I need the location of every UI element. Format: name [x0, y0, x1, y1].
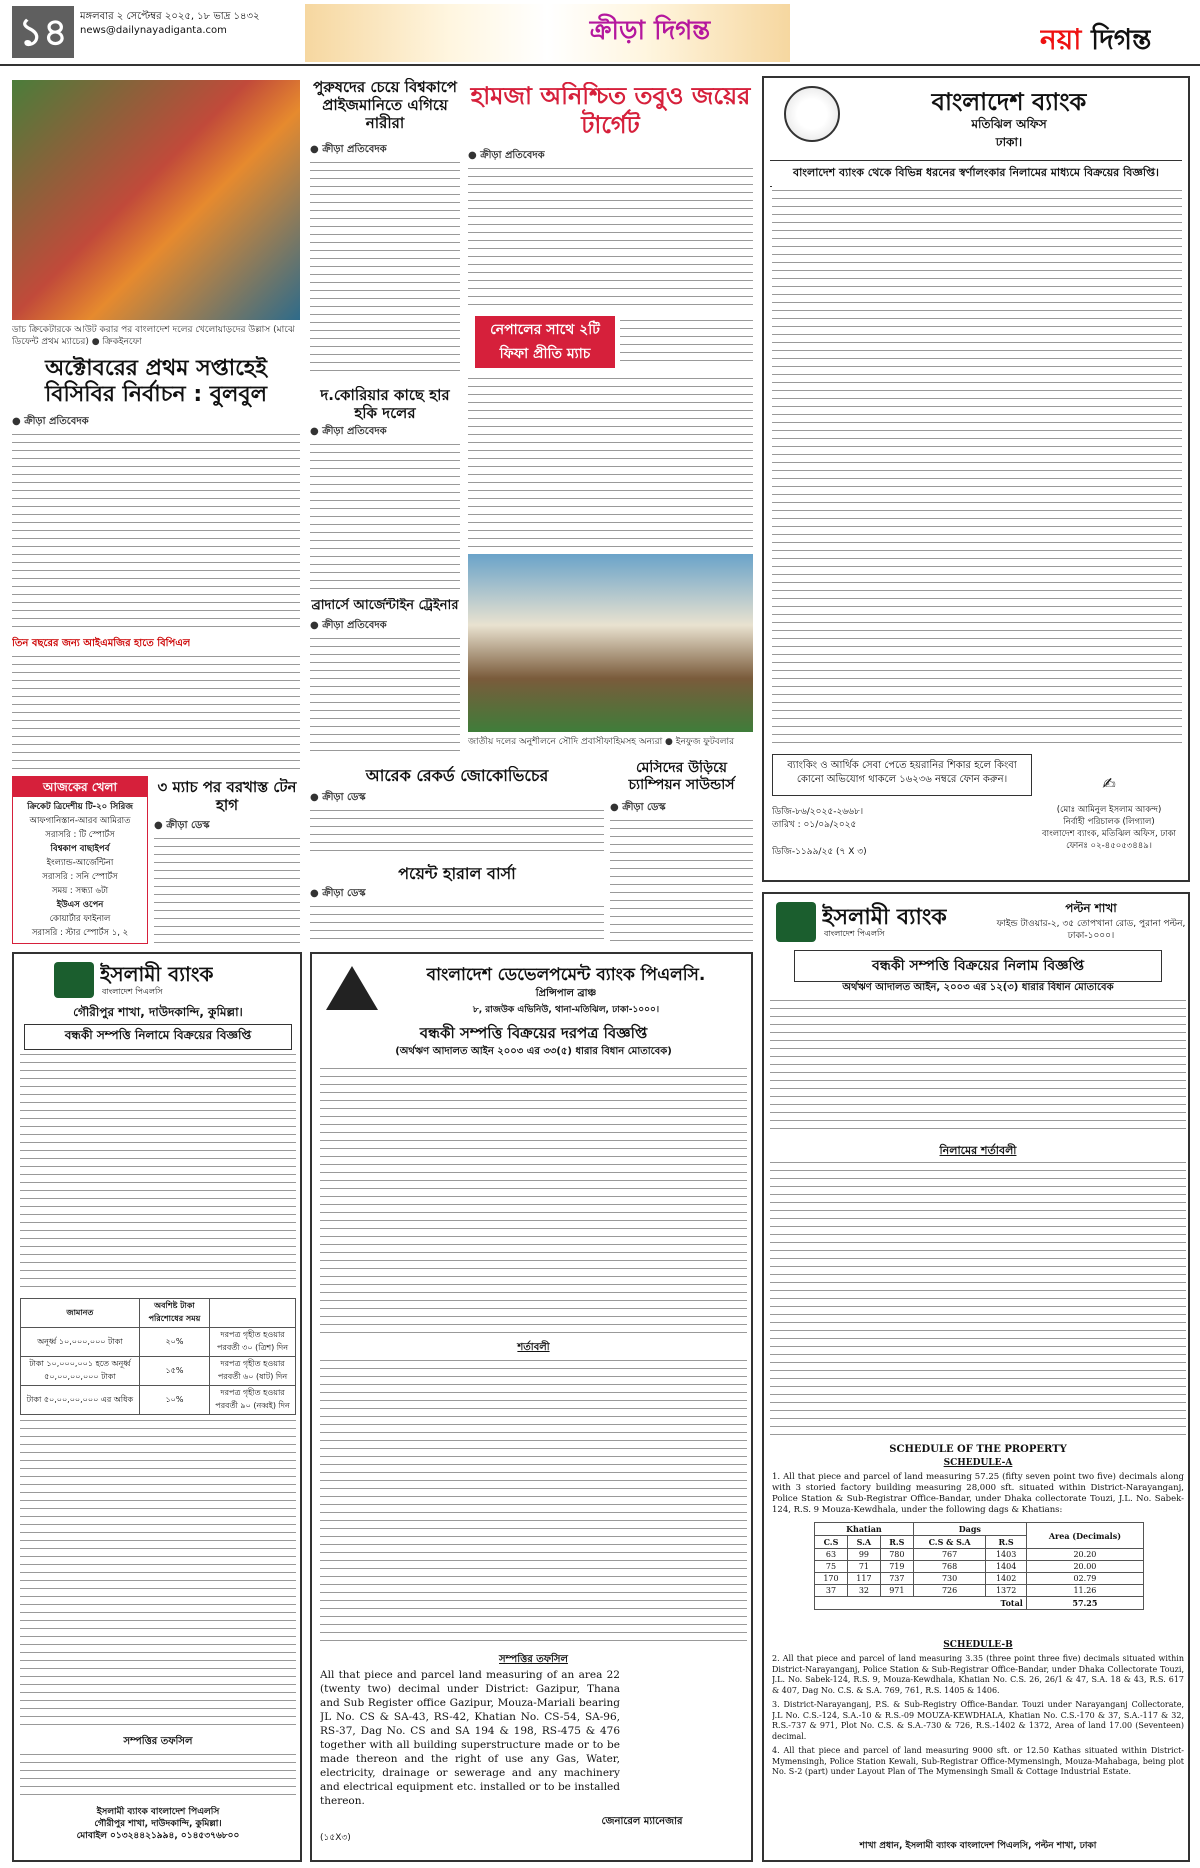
ib-left-schedule: সম্পত্তির তফসিল: [123, 1736, 193, 1747]
today-title: আজকের খেলা: [13, 777, 147, 797]
kt-cell: 99: [847, 1549, 880, 1561]
bdbl-notice: বন্ধকী সম্পত্তি বিক্রয়ের দরপত্র বিজ্ঞপ্তি: [419, 1024, 648, 1042]
bb-seal-icon: [784, 86, 840, 142]
ib-right-a1: 1. All that piece and parcel of land measuring 57.25 (fifty seven point two five) decimals along with 3 storied factory building measuring 28,000 sft. situated within District-Narayanganj, Police Station & Sub-Registrar Office-Bandar, under Dhaka collectorate Touzi, J.L. No. Sabek-124, R.S. 9 Mouza-Kewdhala, under the following dags & Khatians:: [772, 1472, 1184, 1515]
kt-th: C.S: [815, 1536, 848, 1549]
bdbl-logo-icon: [326, 966, 378, 1010]
ib-right-sched: SCHEDULE OF THE PROPERTY: [889, 1444, 1067, 1455]
bb-ref: [772, 806, 867, 859]
bb-sign-name: (মোঃ আমিনুল ইসলাম আকন্দ): [1056, 805, 1162, 815]
kt-cell: 37: [815, 1585, 848, 1597]
ib-right-b1: 2. All that piece and parcel of land measuring 3.35 (three point three five) decimals situated within District-Narayanganj, Police Station & Sub-Registrar Office-Bandar, under Dhaka Collectorate Touzi, J.L. No. Sabek-124, R.S. 9, Mouza-Kewdhala, Khatian No. C.S. 26, 26/1 & 47, S.A. 18 & 43, R.S. 617 & 407, Dag No. C.S. & S.A. 769, 761, R.S. 1405 & 1406.: [772, 1654, 1184, 1695]
kt-cell: 170: [815, 1573, 848, 1585]
bb-city: ঢাকা।: [995, 135, 1023, 149]
barca-body: [310, 902, 604, 944]
bb-sign-desig: নির্বাহী পরিচালক (লিগ্যাল): [1063, 817, 1155, 827]
ib-left-branch-2: গৌরীপুর শাখা, দাউদকান্দি, কুমিল্লা।: [94, 1819, 222, 1829]
today-item: বিশ্বকাপ বাছাইপর্ব: [50, 844, 110, 854]
bb-title: বাংলাদেশ ব্যাংক: [931, 88, 1087, 116]
ib-left-notice: বন্ধকী সম্পত্তি নিলামে বিক্রয়ের বিজ্ঞপ্তি: [24, 1024, 292, 1050]
ib-left-title: ইসলামী ব্যাংক: [100, 962, 214, 986]
kt-head: Area (Decimals): [1026, 1523, 1143, 1549]
kt-cell: 730: [913, 1573, 986, 1585]
hamza-headline: হামজা অনিশ্চিত তবুও জয়ের টার্গেট: [470, 82, 751, 139]
kt-head: Khatian: [815, 1523, 914, 1536]
ib-right-logo-icon: [776, 902, 816, 942]
auction-cell: দরপত্র গৃহীত হওয়ার পরবর্তী ৩০ (ত্রিশ) দিন: [210, 1328, 296, 1357]
kt-cell: 719: [880, 1561, 913, 1573]
ib-right-ad: [762, 892, 1190, 1862]
kt-cell: 1403: [986, 1549, 1026, 1561]
auction-cell: টাকা ১০,০০০,০০১ হতে অনূর্ধ্ব ৫০,০০,০০,০০০ টাকা: [21, 1357, 140, 1386]
auction-cell: ১৫%: [139, 1357, 209, 1386]
nepal-box: নেপালের সাথে ২টি ফিফা প্রীতি ম্যাচ: [475, 316, 615, 368]
bb-ad: [762, 76, 1190, 882]
barca-byline: ● ক্রীড়া ডেস্ক: [310, 888, 366, 899]
bdbl-branch: প্রিন্সিপাল ব্রাঞ্চ: [535, 988, 597, 999]
auction-th: অবশিষ্ট টাকা পরিশোধের সময়: [139, 1299, 209, 1328]
bb-sign-office: বাংলাদেশ ব্যাংক, মতিঝিল অফিস, ঢাকা: [1041, 829, 1177, 839]
prize-byline: ● ক্রীড়া প্রতিবেদক: [310, 144, 387, 155]
ib-right-body: [770, 996, 1186, 1136]
bdbl-ad: [310, 952, 753, 1862]
messi-body: [610, 816, 753, 944]
hockey-byline: ● ক্রীড়া প্রতিবেদক: [310, 426, 387, 437]
cricket-photo: [12, 80, 300, 320]
ib-right-terms: নিলামের শর্তাবলী: [939, 1144, 1017, 1157]
ib-right-addr: ফাইন্ড টাওয়ার-২, ৩৫ তোপখানা রোড, পুরানা পল্টন, ঢাকা-১০০০।: [996, 919, 1186, 941]
ib-right-b3: 4. All that piece and parcel of land measuring 9000 sft. or 12.50 Kathas situated within District-Mymensingh, Police Station Kewali, Sub-Registrar Office-Mymensingh, Mouza-Mahabaga, being plot No. S-2 (part) under Layout Plan of The Mymensingh Small & Cottage Industrial Estate.: [772, 1746, 1184, 1776]
bdbl-english: All that piece and parcel land measuring of an area 22 (twenty two) decimal under District: Gazipur, Thana and Sub Register office Gazipur, Mouza-Mariali bearing JL No. CS & SA-43, RS-42, Khatian No. CS-54, SA-96, RS-37, Dag No. CS and SA 194 & 198, RS-475 & 476 together with all building superstructure made or to be made thereon and the right of use any Gas, Water, electricity, drainage or sewerage and any machinery and electrical equipment etc. installed or to be installed thereon.: [320, 1669, 620, 1807]
kt-th: S.A: [847, 1536, 880, 1549]
today-item: কোয়ার্টার ফাইনাল: [49, 914, 111, 924]
bb-date: তারিখ : ০১/০৯/২০২৫: [772, 820, 857, 830]
today-item: আফগানিস্তান-আরব আমিরাত: [29, 816, 131, 826]
auction-cell: টাকা ৫০,০০,০০,০০০ এর অধিক: [21, 1386, 140, 1415]
bb-signature: [1034, 778, 1184, 852]
bb-ref-no: ডিজি-৮৬/২০২৫-২৬৬৮।: [772, 807, 864, 817]
hamza-byline: ● ক্রীড়া প্রতিবেদক: [468, 150, 545, 161]
date-text: মঙ্গলবার ২ সেপ্টেম্বর ২০২৫, ১৮ ভাদ্র ১৪৩২: [80, 11, 260, 22]
bb-sub: মতিঝিল অফিস: [971, 117, 1047, 131]
bb-body: [772, 186, 1182, 746]
messi-headline: মেসিদের উড়িয়ে চ্যাম্পিয়ন সাউন্ডার্স: [628, 760, 735, 793]
bdbl-title: বাংলাদেশ ডেভেলপমেন্ট ব্যাংক পিএলসি.: [426, 965, 706, 985]
kt-cell: 63: [815, 1549, 848, 1561]
kt-cell: 1404: [986, 1561, 1026, 1573]
kt-total-label: Total: [815, 1597, 1027, 1610]
ib-right-branch: পল্টন শাখা: [1065, 901, 1117, 915]
page-number: ১৪: [12, 6, 74, 58]
djokovic-byline: ● ক্রীড়া ডেস্ক: [310, 792, 366, 803]
today-item: ইংল্যান্ড-আর্জেন্টিনা: [46, 858, 114, 868]
ib-left-logo-icon: [54, 962, 94, 998]
kt-th: C.S & S.A: [913, 1536, 986, 1549]
bdbl-terms: শর্তাবলী: [517, 1342, 550, 1353]
kt-head: Dags: [913, 1523, 1026, 1536]
ib-left-ad: [12, 952, 302, 1862]
newspaper-logo: [1040, 18, 1151, 65]
auction-th: জামানত: [21, 1299, 140, 1328]
ib-right-sign: শাখা প্রধান, ইসলামী ব্যাংক বাংলাদেশ পিএলসি, পল্টন শাখা, ঢাকা: [859, 1841, 1097, 1851]
brothers-body: [310, 634, 460, 758]
ib-right-tag: বাংলাদেশ পিএলসি: [824, 929, 885, 938]
kt-cell: 75: [815, 1561, 848, 1573]
ib-right-sched-a: SCHEDULE-A: [943, 1458, 1013, 1468]
auction-cell: দরপত্র গৃহীত হওয়ার পরবর্তী ৬০ (ষাট) দিন: [210, 1357, 296, 1386]
kt-cell: 971: [880, 1585, 913, 1597]
auction-cell: ২০%: [139, 1328, 209, 1357]
prize-body: [310, 158, 460, 378]
kt-cell: 20.20: [1026, 1549, 1143, 1561]
ib-right-title: ইসলামী ব্যাংক: [822, 905, 947, 930]
ib-left-tag: বাংলাদেশ পিএলসি: [102, 987, 163, 996]
ib-left-phone: মোবাইল ০১৩২৪৪২১৯৯৪, ০১৪৫৩৭৬৮০০: [76, 1831, 240, 1841]
football-caption: জাতীয় দলের অনুশীলনে সৌদি প্রবাসীফাহিমসহ অন্যরা ● ইনফুজ ফুটবলার: [468, 737, 735, 747]
ib-left-body-2: [20, 1416, 296, 1728]
ib-left-footer: [20, 1806, 296, 1842]
brothers-byline: ● ক্রীড়া প্রতিবেদক: [310, 620, 387, 631]
bb-helpline: ব্যাংকিং ও আর্থিক সেবা পেতে হয়রানির শিকার হলে কিংবা কোনো অভিযোগ থাকলে ১৬২৩৬ নম্বরে ফোন করুন।: [772, 754, 1032, 796]
bdbl-body: [320, 1064, 747, 1334]
today-item: সরাসরি : টি স্পোর্টস: [45, 830, 115, 840]
kt-cell: 767: [913, 1549, 986, 1561]
today-item: ইউএস ওপেন: [56, 900, 104, 910]
ib-right-law: অর্থঋণ আদালত আইন, ২০০৩ এর ১২(৩) ধারার বিধান মোতাবেক: [842, 982, 1114, 993]
kt-cell: 768: [913, 1561, 986, 1573]
bcb-body: [12, 430, 300, 630]
kt-cell: 20.00: [1026, 1561, 1143, 1573]
kt-th: R.S: [880, 1536, 913, 1549]
header-date: [80, 10, 260, 38]
bcb-headline: অক্টোবরের প্রথম সপ্তাহেই বিসিবির নির্বাচন : বুলবুল: [44, 356, 268, 408]
section-title: ক্রীড়া দিগন্ত: [589, 16, 711, 46]
kt-th: R.S: [986, 1536, 1026, 1549]
ib-left-branch: গৌরীপুর শাখা, দাউদকান্দি, কুমিল্লা।: [73, 1005, 243, 1019]
hockey-body: [310, 440, 460, 590]
ib-right-sched-b: SCHEDULE-B: [943, 1640, 1013, 1650]
today-item: ক্রিকেট ত্রিদেশীয় টি-২০ সিরিজ: [27, 802, 133, 812]
ib-right-terms-body: [770, 1158, 1186, 1438]
football-photo: [468, 554, 753, 732]
kt-cell: 02.79: [1026, 1573, 1143, 1585]
auction-table: [20, 1298, 296, 1415]
djokovic-body: [310, 806, 604, 858]
tenhag-body: [154, 834, 300, 944]
bdbl-law: (অর্থঋণ আদালত আইন ২০০৩ এর ৩৩(৫) ধারার বিধান মোতাবেক): [395, 1046, 672, 1057]
bb-sign-glyph: ✍: [1102, 778, 1116, 793]
messi-byline: ● ক্রীড়া ডেস্ক: [610, 802, 666, 813]
today-box: [12, 776, 148, 944]
hamza-body-2: [620, 316, 753, 368]
bdbl-schedule: সম্পত্তির তফসিল: [499, 1654, 568, 1665]
khatian-table: [814, 1522, 1144, 1610]
hockey-headline: দ.কোরিয়ার কাছে হার হকি দলের: [320, 386, 450, 422]
kt-cell: 1372: [986, 1585, 1026, 1597]
brothers-headline: ব্রাদার্সে আর্জেন্টাইন ট্রেইনার: [311, 598, 459, 613]
header-rule: [0, 64, 1200, 66]
barca-headline: পয়েন্ট হারাল বার্সা: [398, 864, 516, 883]
today-item: সরাসরি : সনি স্পোর্টস: [42, 872, 118, 882]
bb-notice: বাংলাদেশ ব্যাংক থেকে বিভিন্ন ধরনের স্বর্ণালংকার নিলামের মাধ্যমে বিক্রয়ের বিজ্ঞপ্তি।: [770, 160, 1182, 187]
bdbl-terms-body: [320, 1356, 747, 1646]
ib-right-notice: বন্ধকী সম্পত্তি বিক্রয়ের নিলাম বিজ্ঞপ্তি: [794, 950, 1162, 982]
kt-cell: 737: [880, 1573, 913, 1585]
prize-headline: পুরুষদের চেয়ে বিশ্বকাপে প্রাইজমানিতে এগিয়ে নারীরা: [313, 78, 457, 132]
kt-cell: 117: [847, 1573, 880, 1585]
today-item: সরাসরি : স্টার স্পোর্টস ১, ২: [31, 928, 129, 938]
bcb-subhead: তিন বছরের জন্য আইএমজির হাতে বিপিএল: [12, 638, 191, 649]
tenhag-headline: ৩ ম্যাচ পর বরখাস্ত টেন হাগ: [157, 778, 297, 814]
auction-cell: দরপত্র গৃহীত হওয়ার পরবর্তী ৯০ (নব্বই) দিন: [210, 1386, 296, 1415]
kt-cell: 780: [880, 1549, 913, 1561]
bcb-body-2: [12, 652, 300, 770]
tenhag-byline: ● ক্রীড়া ডেস্ক: [154, 820, 210, 831]
bb-sign-phone: ফোনঃ ০২-৪৫০৫৩৪৪৯।: [1066, 841, 1152, 851]
kt-cell: 32: [847, 1585, 880, 1597]
kt-cell: 726: [913, 1585, 986, 1597]
ib-left-bank: ইসলামী ব্যাংক বাংলাদেশ পিএলসি: [96, 1807, 220, 1817]
bdbl-sign: জেনারেল ম্যানেজার: [601, 1816, 683, 1827]
cricket-caption: ডাচ ক্রিকেটারকে আউট করার পর বাংলাদেশ দলের খেলোয়াড়দের উল্লাস (মাঝে ডিফেন্ট প্রথম ম্যাচের) ● ক্রিকইনফো: [12, 325, 295, 347]
logo-part-b: দিগন্ত: [1091, 23, 1152, 56]
logo-part-a: নয়া: [1040, 23, 1082, 56]
ib-left-schedule-body: [20, 1750, 296, 1800]
email-text: news@dailynayadiganta.com: [80, 25, 227, 36]
today-list: [13, 797, 147, 943]
kt-cell: 71: [847, 1561, 880, 1573]
ib-left-body: [20, 1050, 296, 1290]
bcb-byline: ● ক্রীড়া প্রতিবেদক: [12, 416, 89, 427]
ib-right-b2: 3. District-Narayanganj, P.S. & Sub-Registry Office-Bandar. Touzi under Narayanganj Collectorate, J.L No. C.S.-124, S.A.-10 & R.S.-09 MOUZA-KEWDHALA, Khatian No. C.S.-170 & 37, S.A.-117 & 32, R.S.-737 & 971, Plot No. C.S. & S.A.-730 & 726, R.S.-1402 & 1372, Area of land 17.00 (Seventeen) decimal.: [772, 1700, 1184, 1741]
hamza-body-3: [468, 374, 753, 548]
auction-cell: ১০%: [139, 1386, 209, 1415]
kt-cell: 1402: [986, 1573, 1026, 1585]
djokovic-headline: আরেক রেকর্ড জোকোভিচের: [365, 766, 549, 785]
bdbl-addr: ৮, রাজউক এভিনিউ, থানা-মতিঝিল, ঢাকা-১০০০।: [472, 1005, 660, 1015]
hamza-body: [468, 164, 753, 308]
kt-total: 57.25: [1026, 1597, 1143, 1610]
bb-code: ডিজি-১১৯৯/২৫ (৭ X ৩): [772, 847, 867, 857]
auction-cell: অনূর্ধ্ব ১০,০০০,০০০ টাকা: [21, 1328, 140, 1357]
today-item: সময় : সন্ধ্যা ৬টা: [51, 886, 109, 896]
bdbl-code: (১৫X৩): [320, 1833, 351, 1843]
kt-cell: 11.26: [1026, 1585, 1143, 1597]
